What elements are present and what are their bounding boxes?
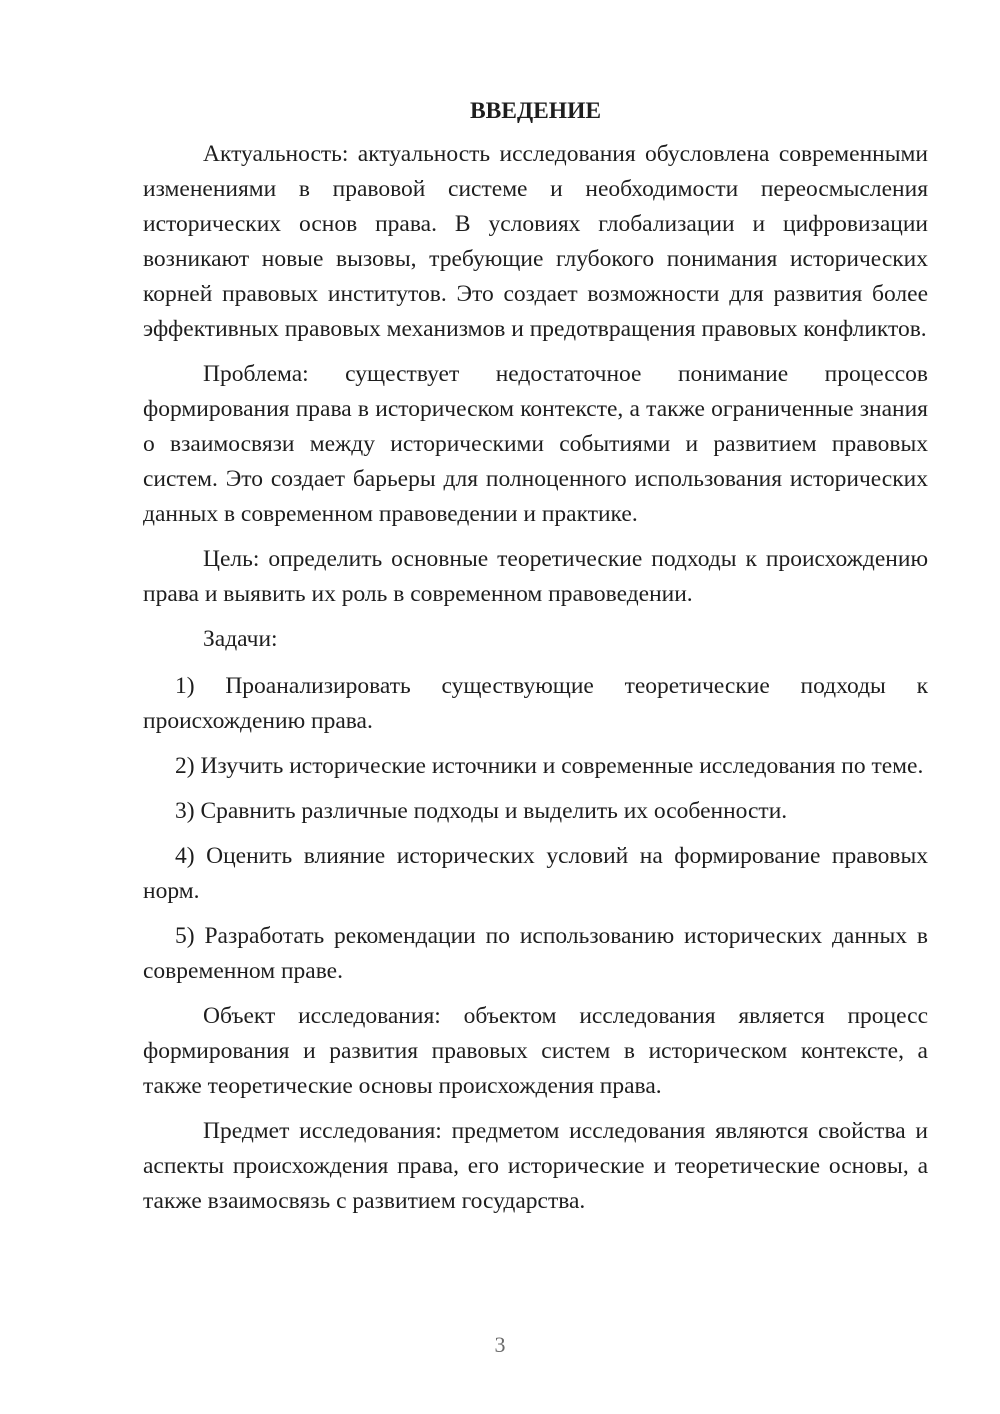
task-item-1: 1) Проанализировать существующие теоретические подходы к происхождению права. bbox=[143, 673, 928, 734]
goal-paragraph: Цель: определить основные теоретические подходы к происхождению права и выявить их роль в современном правоведении. bbox=[143, 546, 928, 607]
tasks-list bbox=[143, 669, 928, 989]
tasks-label: Задачи: bbox=[203, 626, 278, 652]
subject-paragraph: Предмет исследования: предметом исследования являются свойства и аспекты происхождения права, его исторические и теоретические основы, а также взаимосвязь с развитием государства. bbox=[143, 1118, 928, 1214]
task-item-4: 4) Оценить влияние исторических условий на формирование правовых норм. bbox=[143, 843, 928, 904]
document-page bbox=[143, 96, 928, 1229]
task-item-3: 3) Сравнить различные подходы и выделить их особенности. bbox=[175, 798, 788, 824]
section-heading: ВВЕДЕНИЕ bbox=[469, 98, 602, 124]
problem-paragraph: Проблема: существует недостаточное понимание процессов формирования права в историческом контексте, а также ограниченные знания о взаимосвязи между историческими событиями и развитием правовых систем. Это создает барьеры для полноценного использования исторических данных в современном правоведении и практике. bbox=[143, 361, 928, 527]
page-number: 3 bbox=[494, 1332, 506, 1357]
object-paragraph: Объект исследования: объектом исследования является процесс формирования и развития правовых систем в историческом контексте, а также теоретические основы происхождения права. bbox=[143, 1003, 928, 1099]
task-item-2: 2) Изучить исторические источники и современные исследования по теме. bbox=[175, 753, 924, 779]
relevance-paragraph: Актуальность: актуальность исследования обусловлена современными изменениями в правовой системе и необходимости переосмысления исторических основ права. В условиях глобализации и цифровизации возникают новые вызовы, требующие глубокого понимания исторических корней правовых институтов. Это создает возможности для развития более эффективных правовых механизмов и предотвращения правовых конфликтов. bbox=[143, 141, 928, 342]
task-item-5: 5) Разработать рекомендации по использованию исторических данных в современном праве. bbox=[143, 923, 928, 984]
